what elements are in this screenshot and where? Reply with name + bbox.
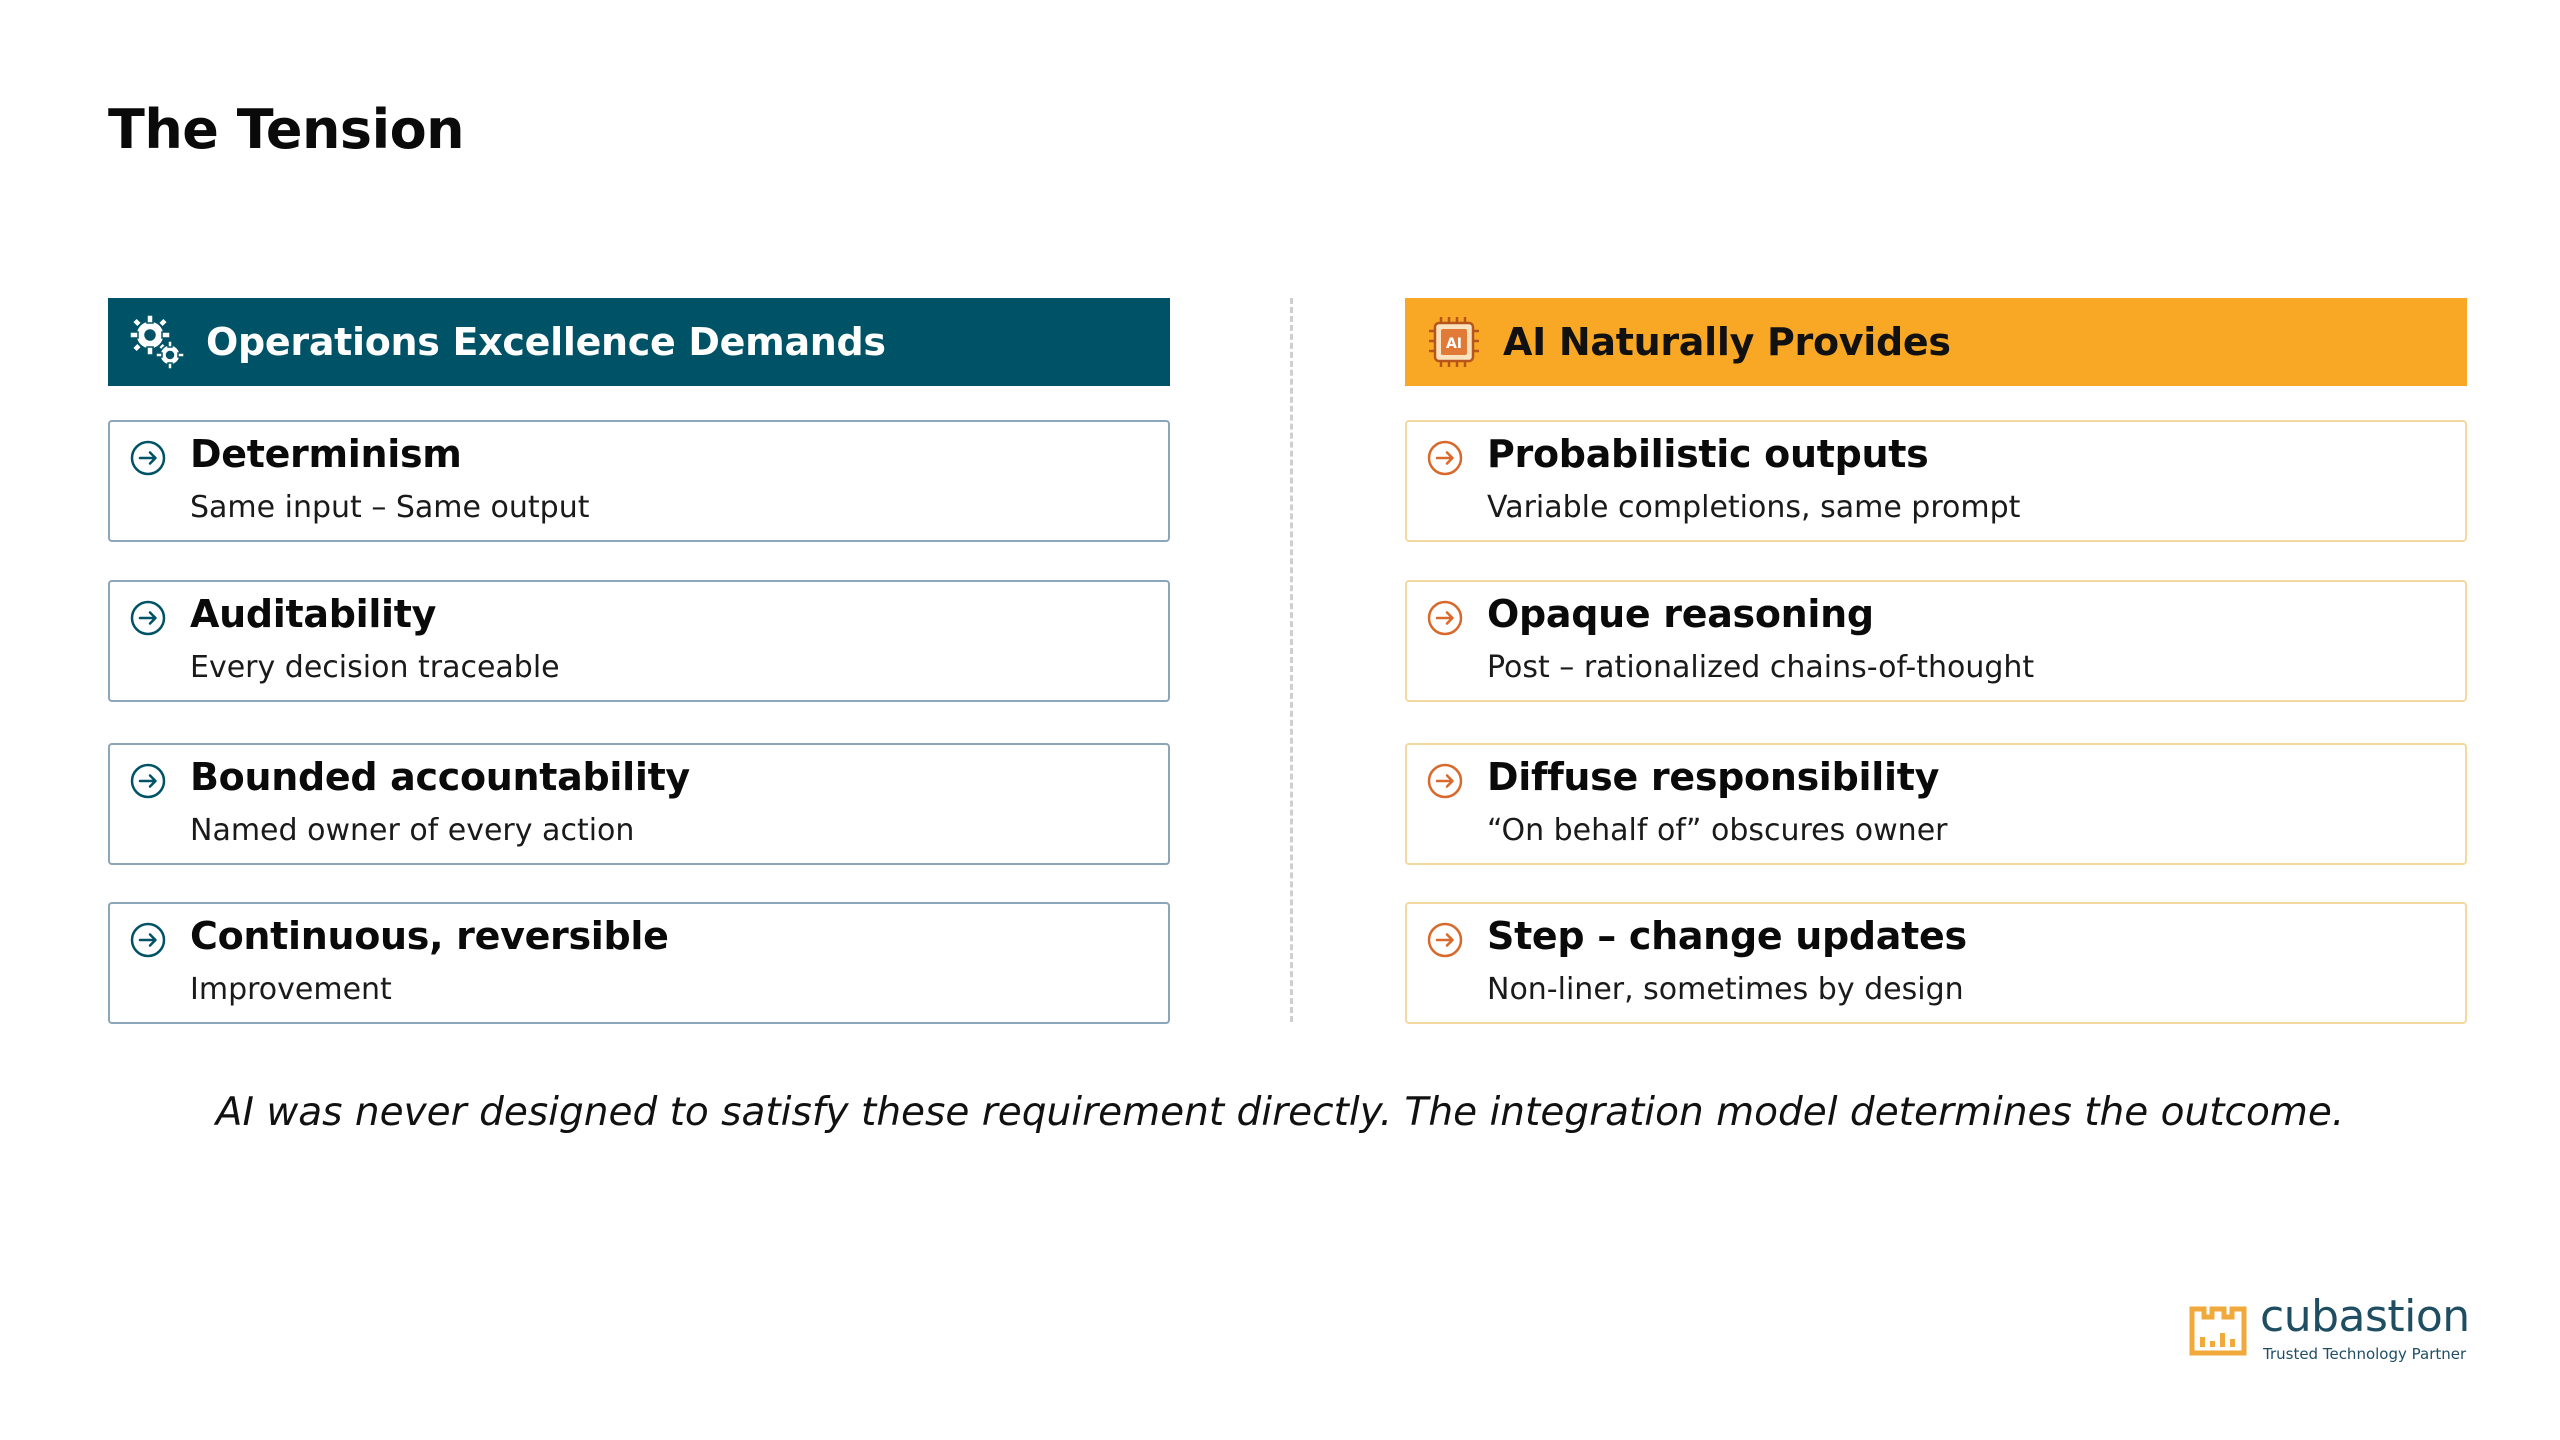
arrow-right-circle-icon [1427,763,1463,799]
operations-excellence-column [108,298,1170,1007]
arrow-right-circle-icon [130,922,166,958]
arrow-right-circle-icon [1427,440,1463,476]
card-subtitle: Improvement [190,972,392,1007]
ai-provides-column [1405,298,2467,1007]
ai-provides-title: AI Naturally Provides [1503,320,1951,364]
cubastion-logo-tagline: Trusted Technology Partner [2263,1345,2467,1363]
operations-excellence-title: Operations Excellence Demands [206,320,886,364]
ai-chip-icon [1425,313,1483,371]
card-bounded-accountability [108,743,1170,865]
ai-provides-header [1405,298,2467,386]
card-title: Auditability [190,592,437,636]
slide-footnote: AI was never designed to satisfy these requirement directly. The integration model determines the outcome. [215,1090,2345,1135]
card-title: Bounded accountability [190,755,690,799]
cubastion-logo [2188,1291,2478,1365]
card-title: Step – change updates [1487,914,1967,958]
card-step-change-updates [1405,902,2467,1024]
slide-title: The Tension [108,98,465,161]
card-subtitle: Every decision traceable [190,650,560,685]
card-subtitle: Non-liner, sometimes by design [1487,972,1964,1007]
arrow-right-circle-icon [130,763,166,799]
card-subtitle: “On behalf of” obscures owner [1487,813,1948,848]
arrow-right-circle-icon [1427,922,1463,958]
cubastion-logo-icon [2188,1303,2248,1359]
arrow-right-circle-icon [1427,600,1463,636]
card-opaque-reasoning [1405,580,2467,702]
card-diffuse-responsibility [1405,743,2467,865]
card-title: Determinism [190,432,462,476]
card-title: Continuous, reversible [190,914,669,958]
card-continuous-reversible [108,902,1170,1024]
gears-icon [128,313,186,371]
arrow-right-circle-icon [130,600,166,636]
card-subtitle: Post – rationalized chains-of-thought [1487,650,2035,685]
card-determinism [108,420,1170,542]
card-subtitle: Same input – Same output [190,490,590,525]
card-title: Probabilistic outputs [1487,432,1929,476]
column-divider [1290,298,1293,1022]
card-title: Opaque reasoning [1487,592,1874,636]
operations-excellence-header [108,298,1170,386]
card-subtitle: Named owner of every action [190,813,635,848]
card-probabilistic-outputs [1405,420,2467,542]
card-subtitle: Variable completions, same prompt [1487,490,2021,525]
svg-text:AI: AI [1445,336,1463,352]
card-title: Diffuse responsibility [1487,755,1940,799]
card-auditability [108,580,1170,702]
arrow-right-circle-icon [130,440,166,476]
cubastion-logo-wordmark: cubastion [2260,1291,2470,1342]
